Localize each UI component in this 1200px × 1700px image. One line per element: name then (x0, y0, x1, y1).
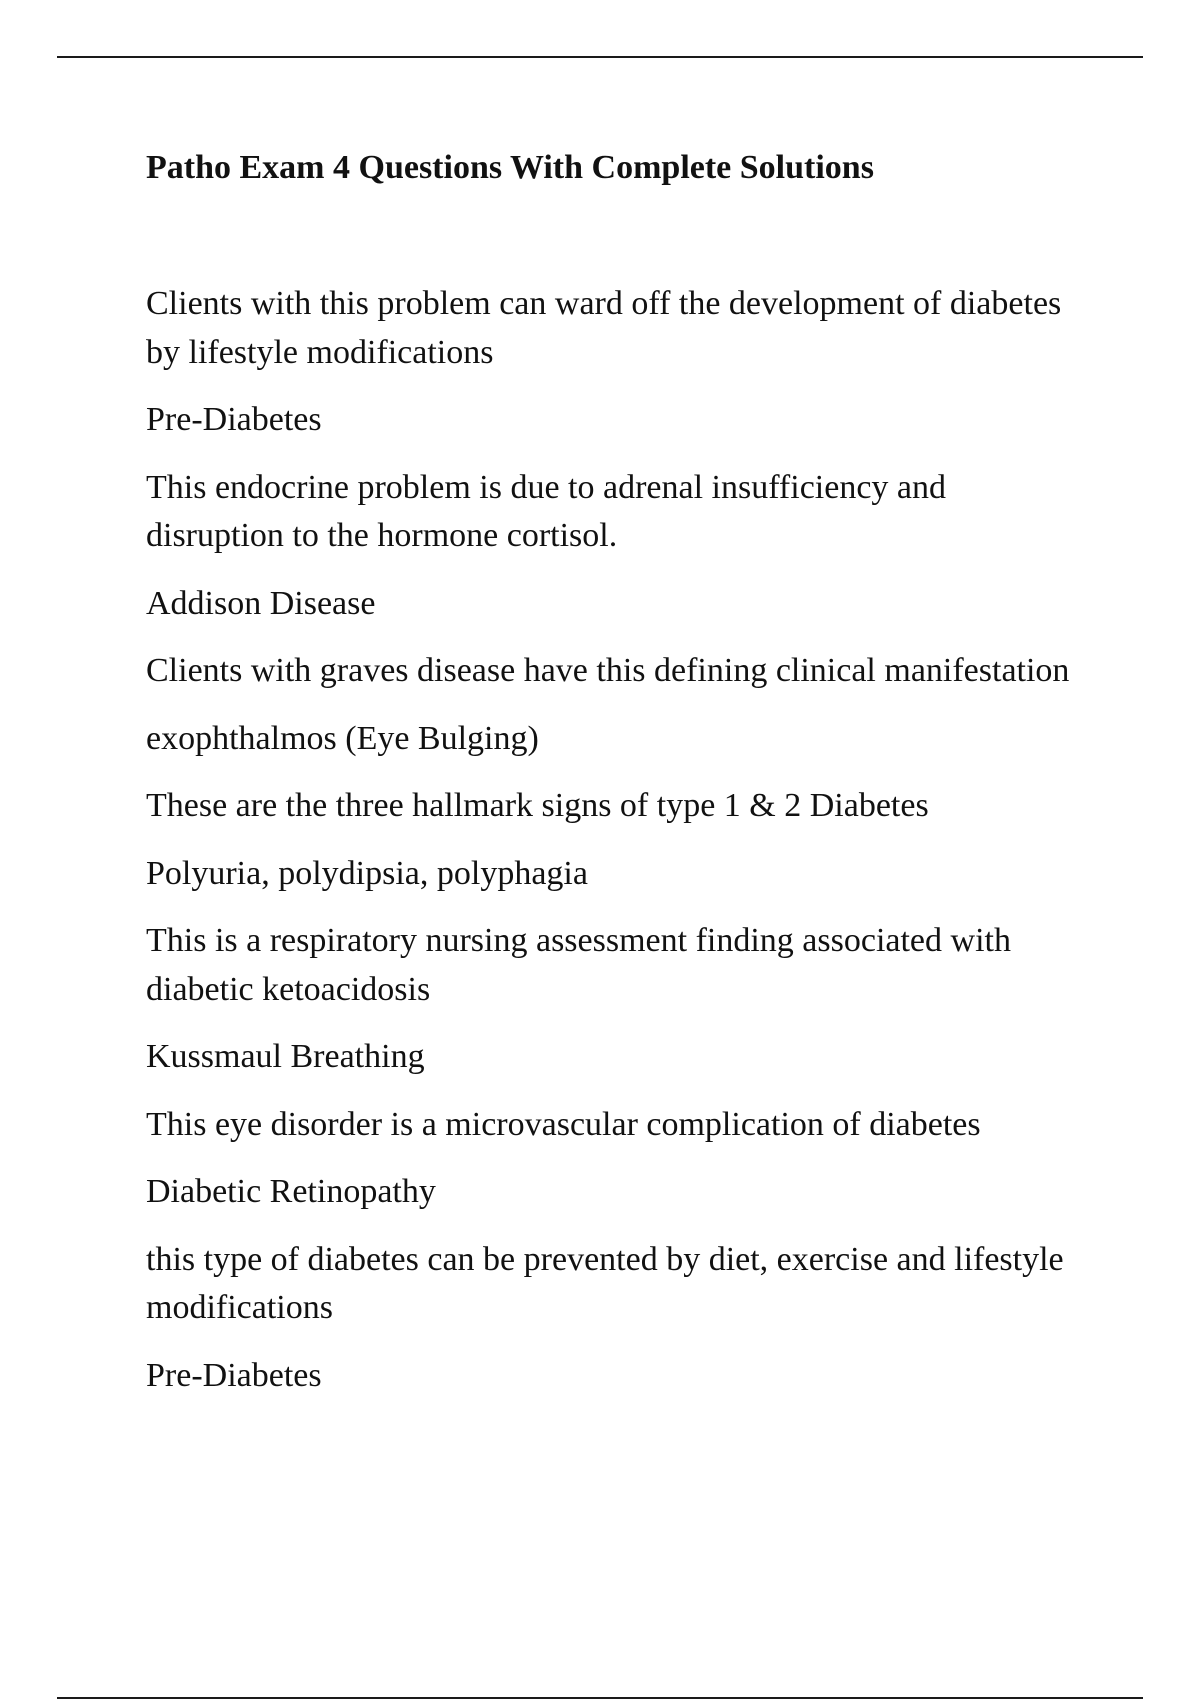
bottom-divider (57, 1697, 1143, 1699)
question-text: Clients with this problem can ward off the development of diabetes by lifestyle modifications (146, 285, 1062, 371)
question-text: Clients with graves disease have this defining clinical manifestation (146, 652, 1070, 689)
answer-text: Diabetic Retinopathy (146, 1173, 436, 1210)
answer-text: Pre-Diabetes (146, 1356, 322, 1394)
question-text: This endocrine problem is due to adrenal insufficiency and disruption to the hormone cortisol. (146, 468, 947, 554)
answer-text: Kussmaul Breathing (146, 1038, 425, 1075)
top-divider (57, 56, 1143, 58)
question-text: These are the three hallmark signs of type 1 & 2 Diabetes (146, 787, 929, 824)
answer-text: exophthalmos (Eye Bulging) (146, 719, 539, 757)
qa-list (146, 280, 1086, 1400)
answer-text: Polyuria, polydipsia, polyphagia (146, 854, 588, 892)
question-text: This eye disorder is a microvascular complication of diabetes (146, 1105, 981, 1143)
answer-text: Addison Disease (146, 584, 376, 622)
document-title: Patho Exam 4 Questions With Complete Solutions (146, 149, 874, 186)
question-text: This is a respiratory nursing assessment finding associated with diabetic ketoacidosis (146, 922, 1011, 1008)
question-text: this type of diabetes can be prevented by diet, exercise and lifestyle modifications (146, 1240, 1064, 1326)
answer-text: Pre-Diabetes (146, 401, 322, 438)
